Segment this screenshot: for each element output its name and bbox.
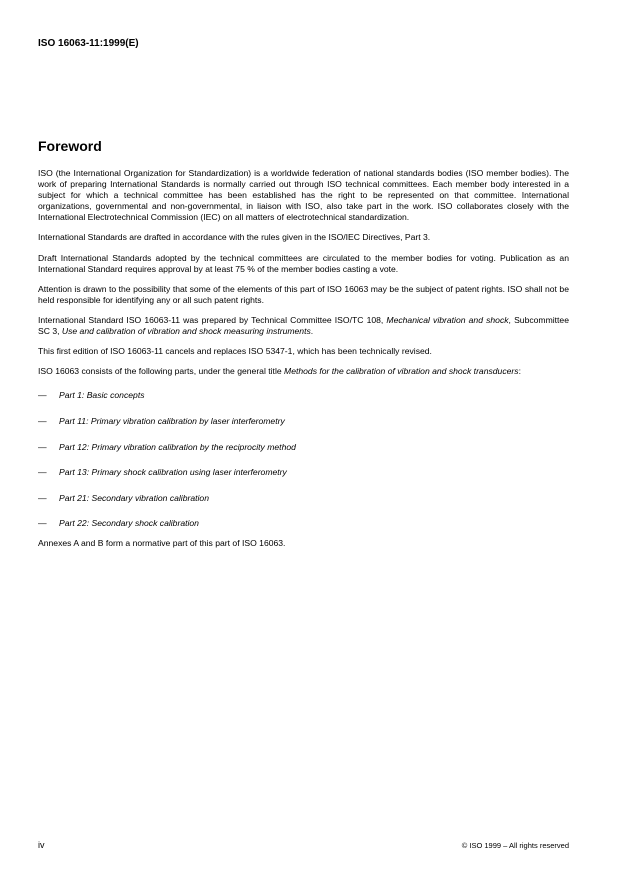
general-title: Methods for the calibration of vibration and shock transducers — [284, 366, 519, 377]
list-item-label: Part 22: Secondary shock calibration — [59, 518, 199, 529]
committee-title: Mechanical vibration and shock — [386, 314, 509, 325]
list-dash: — — [38, 492, 47, 503]
list-item — [38, 390, 569, 401]
paragraph-iso-intro: ISO (the International Organization for Standardization) is a worldwide federation of national standards bodies (ISO member bodies). The work of preparing International Standards is normally carried out through ISO technical committees. Each member body interested in a subject for which a technical committee has been established has the right to be represented on that committee. International organizations, governmental and non-governmental, in liaison with ISO, also take part in the work. ISO collaborates closely with the International Electrotechnical Commission (IEC) on all matters of electrotechnical standardization. — [38, 168, 569, 223]
list-item-label: Part 1: Basic concepts — [59, 390, 145, 401]
text-run: International Standard ISO 16063-11 was prepared by Technical Committee ISO/TC 108, — [38, 314, 387, 325]
subcommittee-title: Use and calibration of vibration and shock measuring instruments — [61, 326, 311, 337]
paragraph-edition: This first edition of ISO 16063-11 cancels and replaces ISO 5347-1, which has been technically revised. — [38, 346, 432, 357]
text-run: : — [518, 366, 521, 377]
list-item-label: Part 12: Primary vibration calibration by the reciprocity method — [59, 441, 296, 452]
text-run: , Subcommittee SC 3, — [38, 314, 569, 337]
copyright-notice: © ISO 1999 – All rights reserved — [461, 841, 569, 850]
text-run: ISO 16063 consists of the following parts, under the general title — [38, 366, 285, 377]
list-dash: — — [38, 441, 47, 452]
paragraph-preparation — [38, 315, 569, 337]
parts-list — [38, 390, 569, 529]
list-item-label: Part 11: Primary vibration calibration by laser interferometry — [59, 415, 285, 426]
list-item-label: Part 21: Secondary vibration calibration — [59, 492, 209, 503]
list-item — [38, 493, 569, 504]
page-title: Foreword — [38, 138, 102, 154]
paragraph-annexes: Annexes A and B form a normative part of this part of ISO 16063. — [38, 538, 286, 549]
foreword-body — [38, 168, 569, 558]
paragraph-drafting-rules: International Standards are drafted in accordance with the rules given in the ISO/IEC Directives, Part 3. — [38, 232, 431, 243]
paragraph-parts-intro — [38, 366, 569, 377]
list-dash: — — [38, 390, 47, 401]
list-dash: — — [38, 415, 47, 426]
paragraph-voting: Draft International Standards adopted by the technical committees are circulated to the member bodies for voting. Publication as an International Standard requires approval by at least 75 % of the member bodies casting a vote. — [38, 252, 569, 274]
list-item — [38, 518, 569, 529]
list-dash: — — [38, 518, 47, 529]
list-item — [38, 416, 569, 427]
list-dash: — — [38, 467, 47, 478]
page-number: iv — [38, 840, 45, 850]
paragraph-patent-rights: Attention is drawn to the possibility that some of the elements of this part of ISO 16063 may be the subject of patent rights. ISO shall not be held responsible for identifying any or all such patent rights. — [38, 283, 569, 305]
document-id: ISO 16063-11:1999(E) — [38, 38, 139, 49]
list-item-label: Part 13: Primary shock calibration using laser interferometry — [59, 467, 287, 478]
list-item — [38, 442, 569, 453]
text-run: . — [310, 326, 314, 337]
list-item — [38, 467, 569, 478]
